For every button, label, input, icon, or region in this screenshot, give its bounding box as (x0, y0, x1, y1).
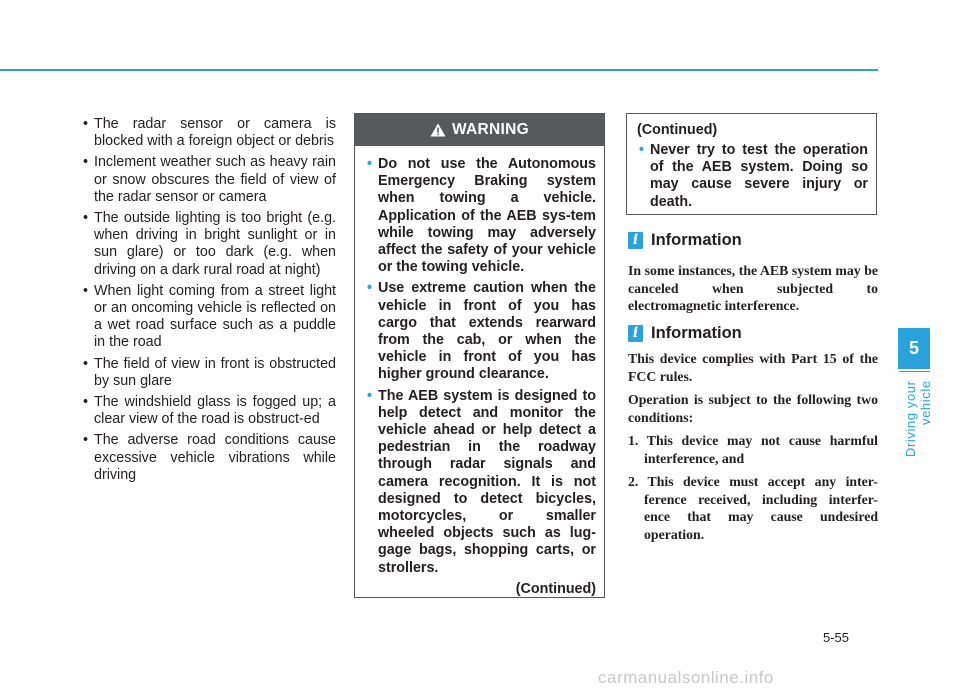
information-paragraph: This device complies with Part 15 of the FCC rules. (628, 351, 878, 384)
information-paragraph: In some instances, the AEB system may be canceled when subjected to electromagnetic interference. (628, 263, 878, 313)
warning-header (355, 114, 604, 146)
information-title: Information (651, 231, 742, 249)
chapter-label: Driving your vehicle (903, 380, 933, 457)
chapter-tab-rule (899, 371, 930, 372)
continued-note: (Continued) (515, 580, 596, 597)
continued-warning-box (626, 113, 877, 215)
list-item: • The field of view in front is obstructed by sun glare (80, 356, 336, 390)
information-heading-2 (628, 324, 742, 343)
watermark-text: carmanualsonline.info (598, 668, 774, 687)
condition-list (80, 116, 336, 484)
page-number: 5-55 (823, 630, 850, 645)
list-item: 1. This device may not cause harmful interference, and (628, 433, 878, 466)
list-item: • The AEB system is designed to help detect and monitor the vehicle ahead or help detect a pedestrian in the roadway through radar signals and camera recognition. It is not designed to detect bicycles, motorcycles, or smaller wheeled objects such as lug-gage bags, shopping carts, or strollers. (365, 388, 596, 577)
continued-list (637, 142, 868, 211)
list-item: • The radar sensor or camera is blocked with a foreign object or debris (80, 116, 336, 150)
list-item: • The outside lighting is too bright (e.g. when driving in bright sunlight or in sun glare) or too dark (e.g. when driving on a dark rural road at night) (80, 210, 336, 279)
list-item: • The windshield glass is fogged up; a clear view of the road is obstruct-ed (80, 394, 336, 428)
warning-title: WARNING (451, 121, 529, 138)
list-item: • Do not use the Autonomous Emergency Braking system when towing a vehicle. Application of the AEB sys-tem while towing may adversely affect the safety of your vehicle or the towing vehicle. (365, 156, 596, 276)
left-column (80, 116, 336, 488)
list-item: • When light coming from a street light or an oncoming vehicle is reflected on a wet road surface such as a puddle in the road (80, 283, 336, 352)
chapter-tab: 5 (898, 328, 930, 369)
warning-body (355, 146, 604, 597)
list-item: • Use extreme caution when the vehicle in front of you has cargo that extends rearward from the cab, or when the vehicle in front of you has higher ground clearance. (365, 280, 596, 383)
information-title: Information (651, 324, 742, 342)
list-item: 2. This device must accept any inter-ference received, including interfer-ence that may cause undesired operation. (628, 474, 878, 542)
warning-list (365, 156, 596, 577)
information-paragraph: Operation is subject to the following two conditions: (628, 392, 878, 425)
list-item: • The adverse road conditions cause excessive vehicle vibrations while driving (80, 432, 336, 484)
information-text-2 (628, 350, 878, 549)
top-rule (0, 69, 878, 71)
information-text-1 (628, 262, 878, 321)
warning-triangle-icon (430, 123, 446, 137)
continued-label: (Continued) (637, 122, 718, 138)
conditions-list (628, 432, 878, 543)
information-icon: i (628, 325, 643, 342)
list-item: • Never try to test the operation of the AEB system. Doing so may cause severe injury or death. (637, 142, 868, 211)
information-icon: i (628, 232, 643, 249)
warning-box (354, 113, 605, 598)
list-item: • Inclement weather such as heavy rain or snow obscures the field of view of the radar sensor or camera (80, 154, 336, 206)
information-heading-1 (628, 231, 742, 250)
